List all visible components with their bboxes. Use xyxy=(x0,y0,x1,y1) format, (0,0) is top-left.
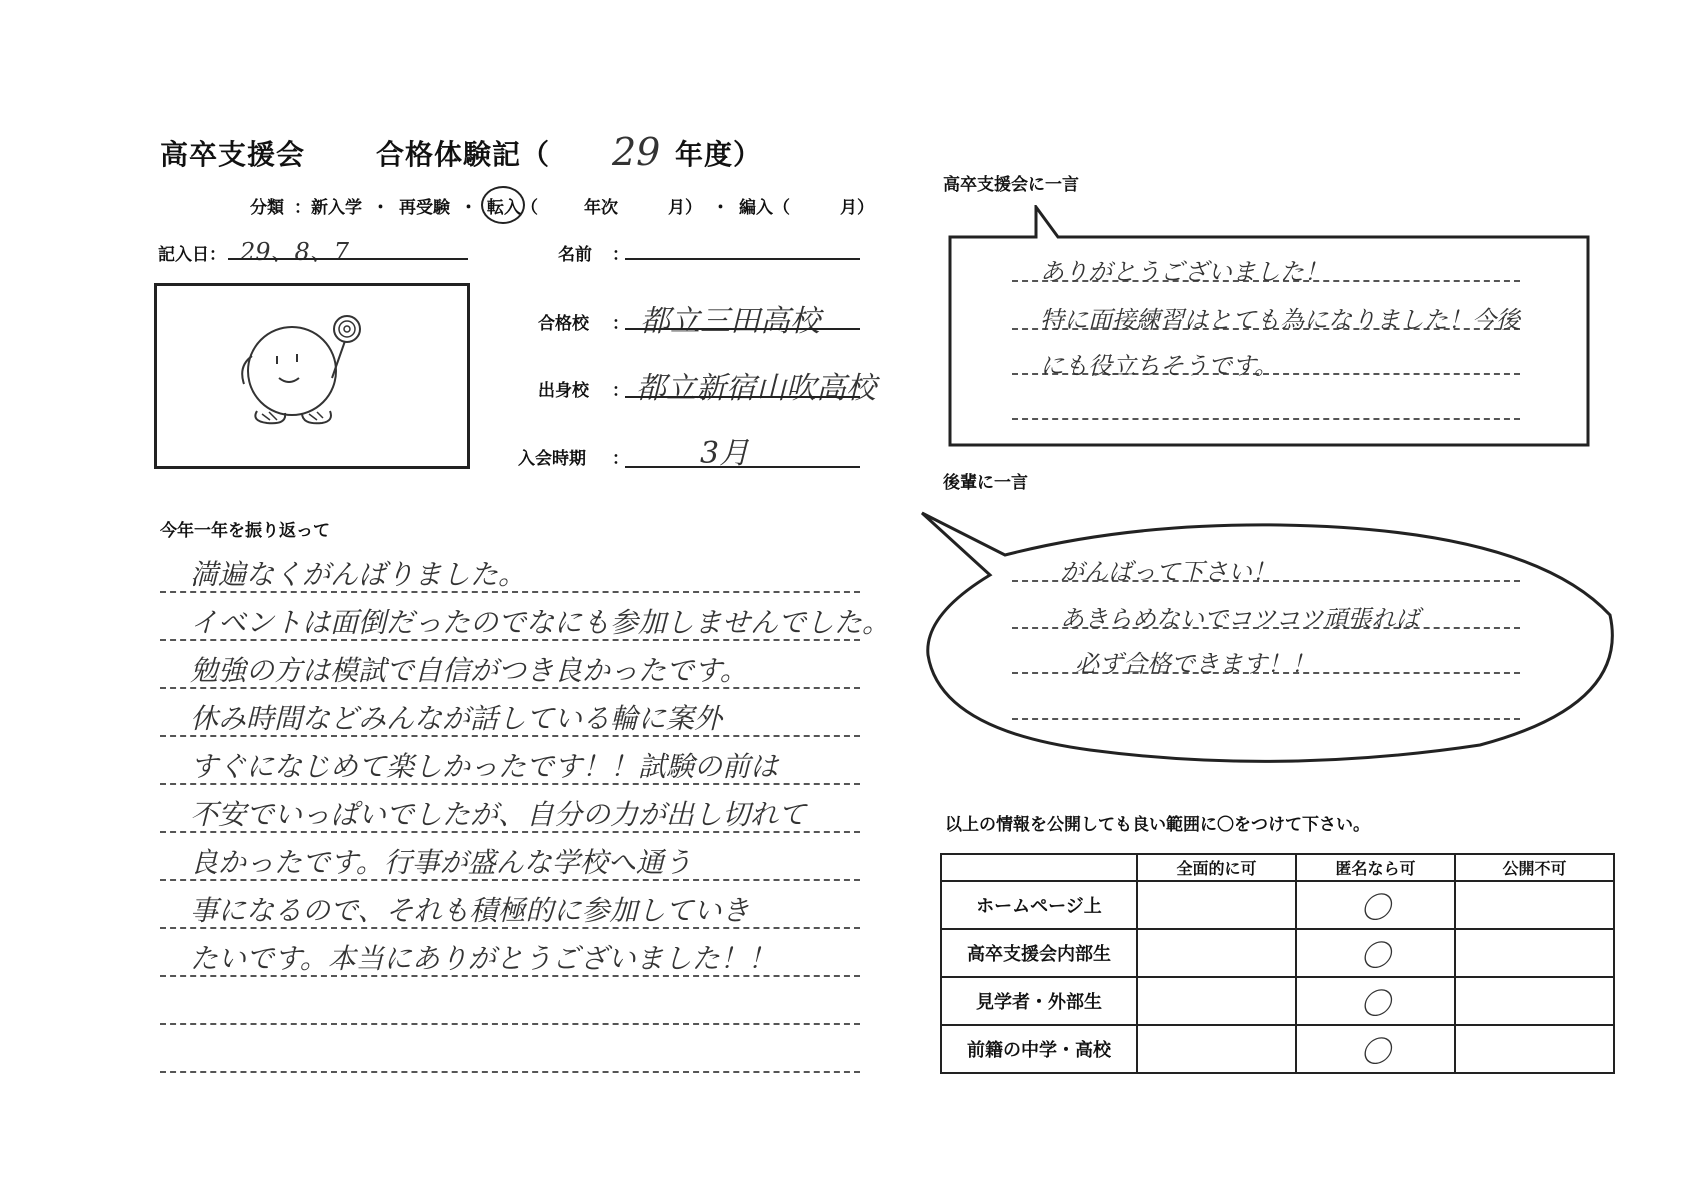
mark-cell[interactable]: 〇 xyxy=(1296,977,1455,1025)
entry-date-line xyxy=(228,258,468,260)
passed-school-value: 都立三田高校 xyxy=(640,304,820,339)
mark-cell[interactable]: 〇 xyxy=(1296,929,1455,977)
name-label: 名前 xyxy=(558,245,592,265)
passed-school-line xyxy=(625,328,860,330)
reflection-line xyxy=(160,833,860,881)
option-transfer-label: 転入（ xyxy=(487,198,538,218)
speech-bubble-juniors xyxy=(920,505,1620,770)
reflection-line xyxy=(160,977,860,1025)
row-label: ホームページ上 xyxy=(941,881,1137,929)
juniors-line-4 xyxy=(1012,718,1520,720)
column-header: 公開不可 xyxy=(1455,854,1614,881)
join-time-label: 入会時期 xyxy=(518,449,586,469)
mark-cell[interactable]: 〇 xyxy=(1296,1025,1455,1073)
form-title: 合格体験記（ xyxy=(376,138,551,171)
option-sep: ・ xyxy=(372,198,389,218)
reflection-line xyxy=(160,929,860,977)
reflection-lines xyxy=(160,545,891,1073)
origin-school-value: 都立新宿山吹高校 xyxy=(636,371,876,406)
association-line-4 xyxy=(1012,418,1520,420)
classification-label: 分類 xyxy=(250,198,284,218)
mark-cell[interactable] xyxy=(1137,881,1296,929)
publication-instruction: 以上の情報を公開しても良い範囲に〇をつけて下さい。 xyxy=(945,815,1370,835)
year-value: 29 xyxy=(612,130,661,174)
option-month: 月） xyxy=(840,198,874,218)
table-row xyxy=(941,929,1614,977)
join-time-sep: ： xyxy=(612,449,629,469)
reflection-line xyxy=(160,593,891,641)
classification-row xyxy=(250,193,874,218)
org-title: 高卒支援会 xyxy=(160,138,306,171)
juniors-text-1: がんばって下さい！ xyxy=(1060,558,1276,586)
reflection-line xyxy=(160,1025,860,1073)
publication-table xyxy=(940,853,1615,1074)
origin-school-line xyxy=(625,396,860,398)
to-juniors-label: 後輩に一言 xyxy=(943,473,1028,493)
reflection-line xyxy=(160,737,860,785)
passed-school-sep: ： xyxy=(612,314,629,334)
table-corner xyxy=(941,854,1137,881)
mark-cell[interactable]: 〇 xyxy=(1296,881,1455,929)
option-sep: ・ xyxy=(712,198,729,218)
entry-date-label: 記入日： xyxy=(158,245,226,265)
to-association-label: 高卒支援会に一言 xyxy=(943,175,1079,195)
table-row xyxy=(941,1025,1614,1073)
reflection-text: 休み時間などみんなが話している輪に案外 xyxy=(190,702,723,735)
option-new-entry: ：新入学 xyxy=(294,198,362,218)
mark-cell[interactable] xyxy=(1455,1025,1614,1073)
association-text-1: ありがとうございました！ xyxy=(1040,258,1328,286)
mark-cell[interactable] xyxy=(1137,929,1296,977)
mark-cell[interactable] xyxy=(1137,1025,1296,1073)
option-transfer xyxy=(487,193,538,218)
option-admission: 編入（ xyxy=(739,198,790,218)
reflection-text: たいです。本当にありがとうございました！！ xyxy=(190,942,776,975)
table-row xyxy=(941,881,1614,929)
option-reexam: 再受験 xyxy=(399,198,450,218)
association-text-2: 特に面接練習はとても為になりました！今後にも役立ちそうです。 xyxy=(1040,306,1520,380)
selected-circle xyxy=(481,186,525,224)
name-sep: ： xyxy=(612,245,629,265)
reflection-line xyxy=(160,785,860,833)
column-header: 全面的に可 xyxy=(1137,854,1296,881)
reflection-text: イベントは面倒だったのでなにも参加しませんでした。 xyxy=(190,606,891,639)
passed-school-label: 合格校 xyxy=(538,314,589,334)
mark-cell[interactable] xyxy=(1137,977,1296,1025)
mark-cell[interactable] xyxy=(1455,977,1614,1025)
reflection-text: 勉強の方は模試で自信がつき良かったです。 xyxy=(190,654,748,687)
mark-cell[interactable] xyxy=(1455,929,1614,977)
entry-date-value: 29、8、7 xyxy=(240,238,350,266)
reflection-line xyxy=(160,881,860,929)
row-label: 高卒支援会内部生 xyxy=(941,929,1137,977)
join-time-line xyxy=(625,466,860,468)
reflection-text: 満遍なくがんばりました。 xyxy=(190,558,527,591)
reflection-label: 今年一年を振り返って xyxy=(160,521,330,541)
join-time-value: 3月 xyxy=(700,436,750,471)
form-title-end: 年度） xyxy=(675,138,763,171)
origin-school-sep: ： xyxy=(612,381,629,401)
table-header-row xyxy=(941,854,1614,881)
option-month: 月） xyxy=(668,198,702,218)
juniors-text-2: あきらめないでコツコツ頑張れば xyxy=(1060,605,1420,633)
reflection-text: 良かったです。行事が盛んな学校へ通う xyxy=(190,846,692,879)
reflection-text: すぐになじめて楽しかったです！！試験の前は xyxy=(190,750,779,783)
name-line xyxy=(625,258,860,260)
table-row xyxy=(941,977,1614,1025)
reflection-text: 不安でいっぱいでしたが、自分の力が出し切れて xyxy=(190,798,807,831)
smiley-doodle xyxy=(157,286,467,466)
mark-cell[interactable] xyxy=(1455,881,1614,929)
origin-school-label: 出身校 xyxy=(538,381,589,401)
row-label: 見学者・外部生 xyxy=(941,977,1137,1025)
reflection-line xyxy=(160,641,860,689)
reflection-line xyxy=(160,545,860,593)
juniors-text-3: 必ず合格できます！！ xyxy=(1075,650,1315,678)
option-grade: 年次 xyxy=(584,198,618,218)
illustration-box xyxy=(154,283,470,469)
reflection-text: 事になるので、それも積極的に参加していき xyxy=(190,894,750,927)
column-header: 匿名なら可 xyxy=(1296,854,1455,881)
reflection-line xyxy=(160,689,860,737)
row-label: 前籍の中学・高校 xyxy=(941,1025,1137,1073)
option-sep: ・ xyxy=(460,198,477,218)
